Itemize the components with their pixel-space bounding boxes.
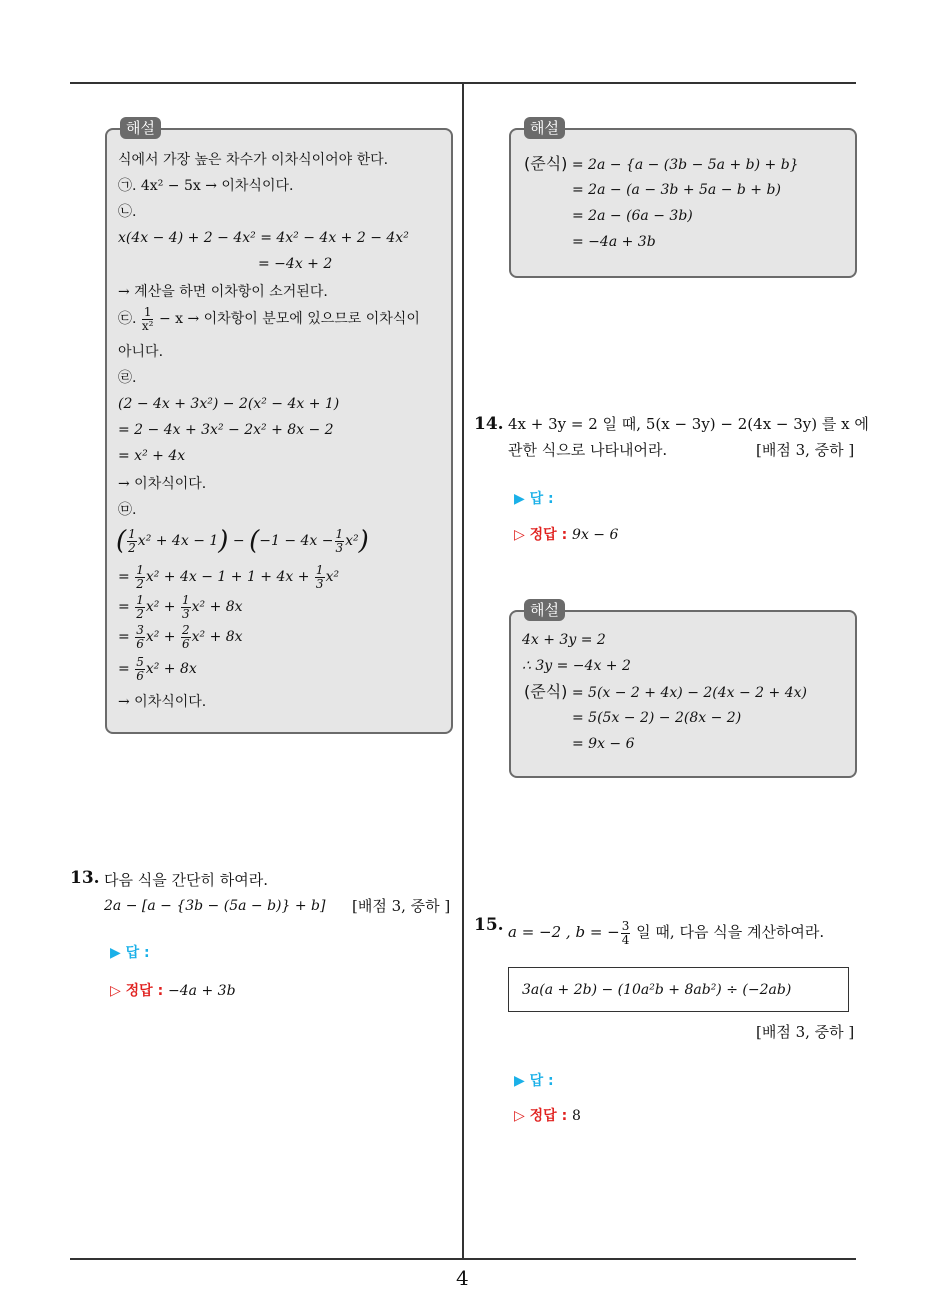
math-line: ( $\frac{1}{2}$ x² + 4x − 1) − (−1 − 4x − $\frac{1}{3}$ x²) <box>116 526 369 556</box>
solution-tag: 해설 <box>120 117 161 139</box>
solution-line: 4x + 3y = 2 <box>522 632 606 648</box>
circled-label: ㉢. <box>118 311 137 327</box>
correct-answer <box>514 524 618 544</box>
solution-line <box>524 682 807 703</box>
paren-close: ) <box>218 526 229 556</box>
solution-line: → 계산을 하면 이차항이 소거된다. <box>118 284 328 300</box>
solution-line: = 2a − (6a − 3b) <box>572 208 693 224</box>
fraction: $\frac{3}{6}$ <box>136 622 144 651</box>
fraction: $\frac{1}{2}$ <box>128 526 136 555</box>
question-number: 13. <box>70 868 100 888</box>
correct-label: ▷ 정답 : <box>514 527 568 543</box>
math-line: = $\frac{1}{2}$ x² + $\frac{1}{3}$ x² + 8x <box>118 592 243 621</box>
solution-line: = 9x − 6 <box>572 736 635 752</box>
fraction: $\frac{1}{2}$ <box>136 592 144 621</box>
correct-value: −4a + 3b <box>168 983 236 999</box>
score-meta: [배점 3, 중하 ] <box>756 441 855 459</box>
paren-open: ( <box>249 526 260 556</box>
question-text: 관한 식으로 나타내어라. <box>508 441 668 459</box>
solution-box-13 <box>509 128 857 278</box>
correct-label: ▷ 정답 : <box>110 983 164 999</box>
question-expression: 3a(a + 2b) − (10a²b + 8ab²) ÷ (−2ab) <box>522 982 792 998</box>
solution-line: = −4a + 3b <box>572 234 656 250</box>
paren-open: ( <box>116 526 127 556</box>
fraction: $\frac{1}{3}$ <box>181 592 190 621</box>
solution-line: 아니다. <box>118 344 164 360</box>
math-text: = 5(x − 2 + 4x) − 2(4x − 2 + 4x) <box>571 685 807 701</box>
solution-line: → 이차식이다. <box>118 694 207 710</box>
solution-line: = x² + 4x <box>118 448 186 464</box>
solution-tag: 해설 <box>524 117 565 139</box>
solution-line: → 이차식이다. <box>118 476 207 492</box>
score-meta: [배점 3, 중하 ] <box>352 897 451 915</box>
solution-text: − x → 이차항이 분모에 있으므로 이차식이 <box>158 311 420 327</box>
solution-line: x(4x − 4) + 2 − 4x² = 4x² − 4x + 2 − 4x² <box>118 230 409 246</box>
question-text <box>508 914 824 950</box>
fraction: $\frac{3}{4}$ <box>621 918 630 947</box>
math-line: = $\frac{3}{6}$ x² + $\frac{2}{6}$ x² + 8x <box>118 622 243 651</box>
math-text: −1 − 4x − <box>259 533 334 549</box>
solution-line: ㉤. <box>118 502 137 518</box>
solution-tag: 해설 <box>524 599 565 621</box>
solution-line: 식에서 가장 높은 차수가 이차식이어야 한다. <box>118 152 389 168</box>
solution-line: (2 − 4x + 3x²) − 2(x² − 4x + 1) <box>118 396 340 412</box>
score-meta: [배점 3, 중하 ] <box>756 1023 855 1041</box>
solution-line: = −4x + 2 <box>258 256 333 272</box>
solution-line: ㉡. <box>118 204 137 220</box>
math-line: = $\frac{1}{2}$ x² + 4x − 1 + 1 + 4x + $\frac{1}{3}$ x² <box>118 562 340 591</box>
page-number: 4 <box>456 1266 469 1290</box>
correct-answer <box>514 1105 581 1125</box>
solution-label: (준식) <box>524 682 568 701</box>
fraction: $\frac{2}{6}$ <box>181 622 190 651</box>
solution-label: (준식) <box>524 154 568 173</box>
fraction: $\frac{1}{3}$ <box>315 562 324 591</box>
fraction: $\frac{1}{3}$ <box>335 526 344 555</box>
question-expression: 2a − [a − {3b − (5a − b)} + b] <box>104 898 326 914</box>
solution-line <box>118 304 420 334</box>
solution-line: = 2a − (a − 3b + 5a − b + b) <box>572 182 781 198</box>
correct-label: ▷ 정답 : <box>514 1108 568 1124</box>
solution-line: ∴ 3y = −4x + 2 <box>522 658 631 674</box>
fraction: $\frac{1}{\text{x²}}$ <box>141 304 154 333</box>
question-text: 4x + 3y = 2 일 때, 5(x − 3y) − 2(4x − 3y) 를 x 에 <box>508 415 869 433</box>
paren-close: ) <box>358 526 369 556</box>
question-instruction: 일 때, 다음 식을 계산하여라. <box>636 923 825 941</box>
correct-value: 8 <box>572 1108 581 1124</box>
math-text: a = −2 , b = − <box>508 923 620 941</box>
math-text: x² <box>345 533 359 549</box>
fraction: $\frac{5}{6}$ <box>136 654 144 683</box>
solution-line: ㉠. 4x² − 5x → 이차식이다. <box>118 178 294 194</box>
question-text: 다음 식을 간단히 하여라. <box>104 871 268 889</box>
correct-answer <box>110 980 236 1000</box>
answer-label: ▶ 답 : <box>110 945 150 961</box>
answer-label: ▶ 답 : <box>514 491 554 507</box>
question-number: 15. <box>474 915 504 935</box>
solution-line: = 5(5x − 2) − 2(8x − 2) <box>572 710 742 726</box>
math-text: = 2a − {a − (3b − 5a + b) + b} <box>571 157 799 173</box>
solution-line: ㉣. <box>118 370 137 386</box>
solution-line: = 2 − 4x + 3x² − 2x² + 8x − 2 <box>118 422 334 438</box>
column-divider <box>462 83 464 1259</box>
math-line: = $\frac{5}{6}$ x² + 8x <box>118 654 197 683</box>
correct-value: 9x − 6 <box>572 527 619 543</box>
fraction: $\frac{1}{2}$ <box>136 562 144 591</box>
solution-line <box>524 154 799 175</box>
answer-label: ▶ 답 : <box>514 1073 554 1089</box>
question-number: 14. <box>474 414 504 434</box>
math-text: x² + 4x − 1 <box>137 533 219 549</box>
